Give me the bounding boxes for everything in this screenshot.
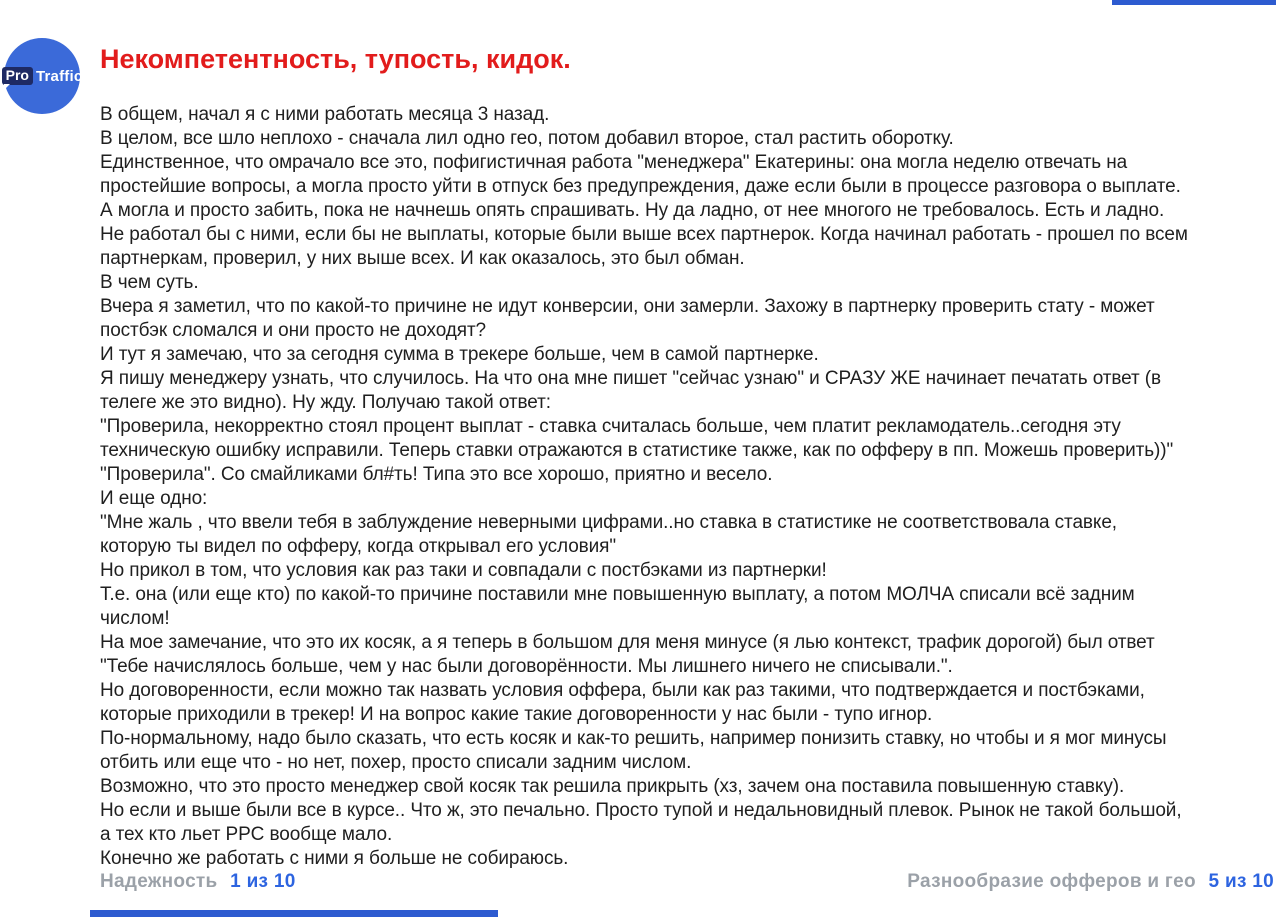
ratings-row xyxy=(100,871,1274,893)
review-line: "Мне жаль , что ввели тебя в заблуждение неверными цифрами..но ставка в статистике не соответствовала ставке, xyxy=(100,512,1117,533)
review-line: постбэк сломался и они просто не доходят? xyxy=(100,320,487,341)
review-line: Не работал бы с ними, если бы не выплаты, которые были выше всех партнерок. Когда начинал работать - прошел по всем xyxy=(100,224,1188,245)
review-body xyxy=(100,103,1272,871)
protraffic-logo xyxy=(4,38,83,114)
review-line: И еще одно: xyxy=(100,488,208,509)
bottom-scrollbar-fragment xyxy=(90,910,498,917)
rating-offer-variety-value: 5 из 10 xyxy=(1208,871,1274,892)
review-line: А могла и просто забить, пока не начнешь опять спрашивать. Ну да ладно, от нее многого не требовалось. Есть и ладно. xyxy=(100,200,1165,221)
review-line: "Тебе начислялось больше, чем у нас были договорённости. Мы лишнего ничего не списывали.". xyxy=(100,656,953,677)
review-line: Но если и выше были все в курсе.. Что ж, это печально. Просто тупой и недальновидный плевок. Рынок не такой большой, xyxy=(100,800,1182,821)
review-line: партнеркам, проверил, у них выше всех. И как оказалось, это был обман. xyxy=(100,248,745,269)
review-line: В общем, начал я с ними работать месяца 3 назад. xyxy=(100,104,550,125)
review-title: Некомпетентность, тупость, кидок. xyxy=(100,44,571,74)
review-line: Единственное, что омрачало все это, пофигистичная работа "менеджера" Екатерины: она могла неделю отвечать на xyxy=(100,152,1128,173)
review-line: простейшие вопросы, а могла просто уйти в отпуск без предупреждения, даже если были в процессе разговора о выплате. xyxy=(100,176,1181,197)
rating-offer-variety-label: Разнообразие офферов и гео xyxy=(907,871,1196,892)
review-line: числом! xyxy=(100,608,170,629)
rating-reliability-value: 1 из 10 xyxy=(230,871,296,892)
review-line: Но прикол в том, что условия как раз таки и совпадали с постбэками из партнерки! xyxy=(100,560,827,581)
review-line: телеге же это видно). Ну жду. Получаю такой ответ: xyxy=(100,392,551,413)
review-line: В чем суть. xyxy=(100,272,199,293)
review-line: которую ты видел по офферу, когда открывал его условия" xyxy=(100,536,617,557)
review-line: На мое замечание, что это их косяк, а я теперь в большом для меня минусе (я лью контекст, трафик дорогой) был ответ xyxy=(100,632,1155,653)
review-line: Конечно же работать с ними я больше не собираюсь. xyxy=(100,848,569,869)
review-line: Я пишу менеджеру узнать, что случилось. На что она мне пишет "сейчас узнаю" и СРАЗУ ЖЕ начинает печатать ответ (в xyxy=(100,368,1162,389)
review-line: И тут я замечаю, что за сегодня сумма в трекере больше, чем в самой партнерке. xyxy=(100,344,819,365)
review-line: В целом, все шло неплохо - сначала лил одно гео, потом добавил второе, стал растить оборотку. xyxy=(100,128,954,149)
review-line: "Проверила". Со смайликами бл#ть! Типа это все хорошо, приятно и весело. xyxy=(100,464,773,485)
review-line: Т.е. она (или еще кто) по какой-то причине поставили мне повышенную выплату, а потом МОЛЧА списали всё задним xyxy=(100,584,1135,605)
review-line: Возможно, что это просто менеджер свой косяк так решила прикрыть (хз, зачем она поставила повышенную ставку). xyxy=(100,776,1125,797)
review-line: По-нормальному, надо было сказать, что есть косяк и как-то решить, например понизить ставку, но чтобы и я мог минусы xyxy=(100,728,1167,749)
review-line: "Проверила, некорректно стоял процент выплат - ставка считалась больше, чем платит рекламодатель..сегодня эту xyxy=(100,416,1121,437)
review-line: Вчера я заметил, что по какой-то причине не идут конверсии, они замерли. Захожу в партнерку проверить стату - может xyxy=(100,296,1155,317)
review-line: которые приходили в трекер! И на вопрос какие такие договоренности у нас были - тупо игнор. xyxy=(100,704,933,725)
review-line: техническую ошибку исправили. Теперь ставки отражаются в статистике также, как по офферу в пп. Можешь проверить))" xyxy=(100,440,1174,461)
review-line: отбить или еще что - но нет, похер, просто списали задним числом. xyxy=(100,752,692,773)
logo-pro-badge: Pro xyxy=(2,67,33,85)
review-line: а тех кто льет PPC вообще мало. xyxy=(100,824,393,845)
top-scrollbar-fragment xyxy=(1112,0,1276,5)
review-line: Но договоренности, если можно так назвать условия оффера, были как раз такими, что подтверждается и постбэками, xyxy=(100,680,1145,701)
rating-reliability xyxy=(100,871,296,893)
rating-reliability-label: Надежность xyxy=(100,871,218,892)
rating-offer-variety xyxy=(907,871,1274,893)
logo-traffic-text: Traffic xyxy=(35,67,83,85)
